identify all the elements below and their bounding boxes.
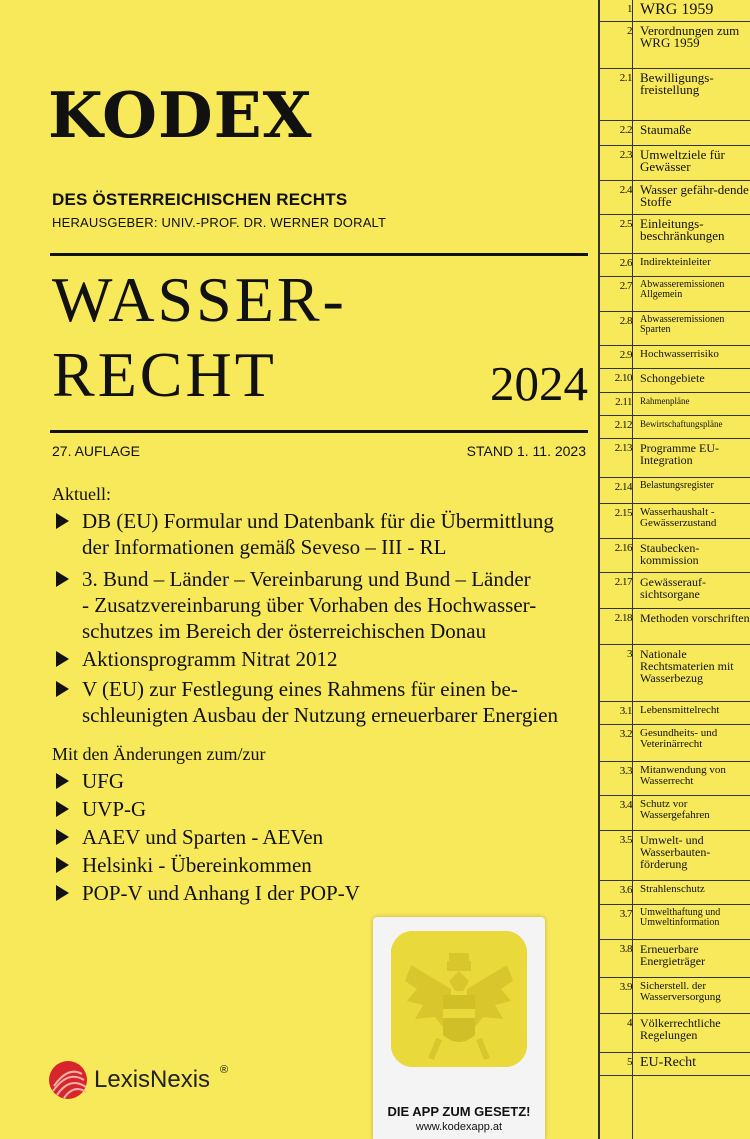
eagle-emblem-icon (391, 931, 527, 1067)
bullet-triangle-icon (56, 571, 69, 587)
register-tab-2-8 (600, 312, 750, 346)
app-caption: DIE APP ZUM GESETZ! (387, 1104, 531, 1119)
register-tab-3 (600, 645, 750, 702)
register-tab-label: Bewilligungs-freistellung (640, 70, 714, 97)
register-tab-2-15 (600, 504, 750, 539)
register-tab-label: Völkerrechtliche Regelungen (640, 1016, 721, 1042)
register-tab-number: 2.7 (619, 280, 632, 292)
register-tab-number: 2.1 (619, 72, 632, 84)
register-tab-label: Erneuerbare Energieträger (640, 942, 706, 968)
register-tab-label: Indirekteinleiter (640, 256, 711, 268)
register-tab-number: 3.2 (619, 728, 632, 740)
register-tab-2-14 (600, 478, 750, 504)
register-tab-label: Gesundheits- und Veterinärrecht (640, 727, 718, 750)
register-tab-number: 2.15 (614, 507, 632, 519)
register-tab-2-7 (600, 277, 750, 312)
register-tab-label: Lebensmittelrecht (640, 704, 720, 716)
change-item: POP-V und Anhang I der POP-V (52, 880, 360, 906)
brand-title: KODEX (48, 78, 313, 152)
change-item: AAEV und Sparten - AEVen (52, 824, 323, 850)
publisher-name: LexisNexis (94, 1066, 211, 1093)
register-tab-label: Programme EU-Integration (640, 441, 719, 467)
stand-date: STAND 1. 11. 2023 (466, 443, 586, 459)
register-tab-number: 4 (627, 1017, 632, 1029)
register-tab-label: Schongebiete (640, 371, 705, 385)
register-tab-number: 3.7 (619, 908, 632, 920)
register-tab-2-10 (600, 369, 750, 393)
register-tab-2-12 (600, 416, 750, 439)
register-tab-number: 3.6 (619, 884, 632, 896)
register-tab-3-1 (600, 702, 750, 725)
register-tab-number: 3.9 (619, 981, 632, 993)
register-tab-5 (600, 1053, 750, 1076)
register-tab-number: 3.1 (619, 705, 632, 717)
register-tab-label: Schutz vor Wassergefahren (640, 798, 710, 821)
register-tab-number: 3.3 (619, 765, 632, 777)
register-tab-2-9 (600, 346, 750, 369)
register-tab-label: Wasser gefähr-dende Stoffe (640, 182, 749, 209)
register-tab-number: 2.8 (619, 315, 632, 327)
register-tab-3-9 (600, 978, 750, 1014)
register-tab-label: Einleitungs-beschränkungen (640, 216, 725, 243)
register-tab-number: 3 (627, 648, 632, 660)
register-tab-label: Rahmenpläne (640, 396, 690, 406)
register-tab-number: 2.14 (614, 481, 632, 493)
bullet-triangle-icon (56, 857, 69, 873)
register-tab-label: Umwelthaftung und Umweltinformation (640, 907, 721, 928)
register-tab-1 (600, 0, 750, 22)
register-tab-2-3 (600, 146, 750, 181)
register-tab-number: 2.11 (615, 396, 632, 408)
register-tab-2-2 (600, 121, 750, 146)
aktuell-item: Aktionsprogramm Nitrat 2012 (52, 646, 337, 672)
register-tab-number: 2.9 (619, 349, 632, 361)
register-tab-2-6 (600, 254, 750, 277)
register-tab-label: Hochwasserrisiko (640, 348, 719, 360)
aktuell-heading: Aktuell: (52, 484, 111, 504)
change-item: UVP-G (52, 796, 146, 822)
register-tab-label: Mitanwendung von Wasserrecht (640, 764, 726, 787)
change-item: UFG (52, 768, 124, 794)
publisher-logo (48, 1058, 288, 1106)
register-tab-label: Staubecken-kommission (640, 541, 700, 567)
register-tab-number: 2.10 (614, 372, 632, 384)
registered-mark: ® (220, 1064, 229, 1076)
register-tab-2-5 (600, 215, 750, 254)
editor-line: HERAUSGEBER: UNIV.-PROF. DR. WERNER DORALT (52, 215, 387, 230)
register-tab-label: Abwasseremissionen Sparten (640, 314, 725, 335)
bullet-triangle-icon (56, 773, 69, 789)
register-tab-4 (600, 1014, 750, 1053)
bullet-triangle-icon (56, 681, 69, 697)
bullet-triangle-icon (56, 513, 69, 529)
register-tab-2 (600, 22, 750, 69)
register-tab-label: Bewirtschaftungspläne (640, 419, 723, 429)
register-tab-3-8 (600, 940, 750, 978)
register-tab-2-18 (600, 609, 750, 645)
series-subtitle: DES ÖSTERREICHISCHEN RECHTS (52, 190, 348, 209)
register-tab-number: 2.18 (614, 612, 632, 624)
bullet-triangle-icon (56, 885, 69, 901)
changes-heading: Mit den Änderungen zum/zur (52, 744, 266, 764)
register-tab-number: 2 (627, 25, 632, 37)
register-tab-2-1 (600, 69, 750, 121)
register-tab-number: 2.12 (614, 419, 632, 431)
register-tab-label: Sicherstell. der Wasserversorgung (640, 980, 721, 1003)
register-tab-3-7 (600, 905, 750, 940)
register-tab-3-2 (600, 725, 750, 762)
bullet-triangle-icon (56, 651, 69, 667)
app-icon (391, 931, 527, 1067)
register-tab-label: Gewässerauf-sichtsorgane (640, 575, 706, 601)
register-tab-label: Staumaße (640, 122, 692, 137)
register-tab-3-3 (600, 762, 750, 796)
book-title-line2: RECHT (52, 339, 277, 410)
register-tab-list (600, 0, 750, 1139)
edition-number: 27. AUFLAGE (52, 443, 140, 459)
aktuell-item: V (EU) zur Festlegung eines Rahmens für einen be- schleunigten Ausbau der Nutzung erneuerbarer Energien (52, 676, 558, 728)
register-tab-label: WRG 1959 (640, 1, 714, 18)
register-tab-number: 2.3 (619, 149, 632, 161)
register-tab-number: 1 (627, 3, 632, 15)
register-tab-number: 2.5 (619, 218, 632, 230)
register-tab-number: 2.17 (614, 576, 632, 588)
app-url: www.kodexapp.at (415, 1121, 503, 1133)
register-tab-3-6 (600, 881, 750, 905)
bullet-triangle-icon (56, 829, 69, 845)
register-tab-label: Methoden vorschriften (640, 611, 750, 625)
aktuell-item: 3. Bund – Länder – Vereinbarung und Bund – Länder - Zusatzvereinbarung über Vorhaben des Hochwasser- schutzes im Bereich der österreichischen Donau (52, 566, 536, 644)
register-tab-label: Umweltziele für Gewässer (640, 147, 725, 174)
register-tab-number: 2.13 (614, 442, 632, 454)
edition-year: 2024 (490, 356, 588, 411)
register-tab-number: 2.16 (614, 542, 632, 554)
register-tab-label: Umwelt- und Wasserbauten-förderung (640, 833, 711, 871)
book-title-line1: WASSER- (52, 264, 347, 335)
divider-top (50, 253, 588, 256)
register-tab-label: Wasserhaushalt - Gewässerzustand (640, 506, 717, 529)
register-tab-label: Nationale Rechtsmaterien mit Wasserbezug (640, 647, 734, 685)
app-promo (373, 917, 545, 1139)
register-tab-number: 3.5 (619, 834, 632, 846)
register-tab-label: Abwasseremissionen Allgemein (640, 279, 725, 300)
aktuell-item: DB (EU) Formular und Datenbank für die Übermittlung der Informationen gemäß Seveso – III - RL (52, 508, 554, 560)
register-tab-label: Verordnungen zum WRG 1959 (640, 23, 740, 50)
register-tab-number: 2.2 (619, 124, 632, 136)
register-tab-2-16 (600, 539, 750, 573)
bullet-triangle-icon (56, 801, 69, 817)
register-tab-number: 5 (627, 1056, 632, 1068)
register-tab-3-5 (600, 831, 750, 881)
lexisnexis-globe-icon (48, 1060, 88, 1100)
register-tab-label: Belastungsregister (640, 480, 714, 491)
register-tab-2-11 (600, 393, 750, 416)
change-item: Helsinki - Übereinkommen (52, 852, 312, 878)
register-tab-2-17 (600, 573, 750, 609)
register-tab-number: 3.8 (619, 943, 632, 955)
register-tab-2-4 (600, 181, 750, 215)
register-tab-3-4 (600, 796, 750, 831)
register-tab-number: 3.4 (619, 799, 632, 811)
divider-bottom (50, 430, 588, 433)
register-tab-number: 2.6 (619, 257, 632, 269)
register-tab-2-13 (600, 439, 750, 478)
register-tab-label: EU-Recht (640, 1055, 696, 1070)
register-tab-number: 2.4 (619, 184, 632, 196)
register-tab-label: Strahlenschutz (640, 883, 705, 895)
